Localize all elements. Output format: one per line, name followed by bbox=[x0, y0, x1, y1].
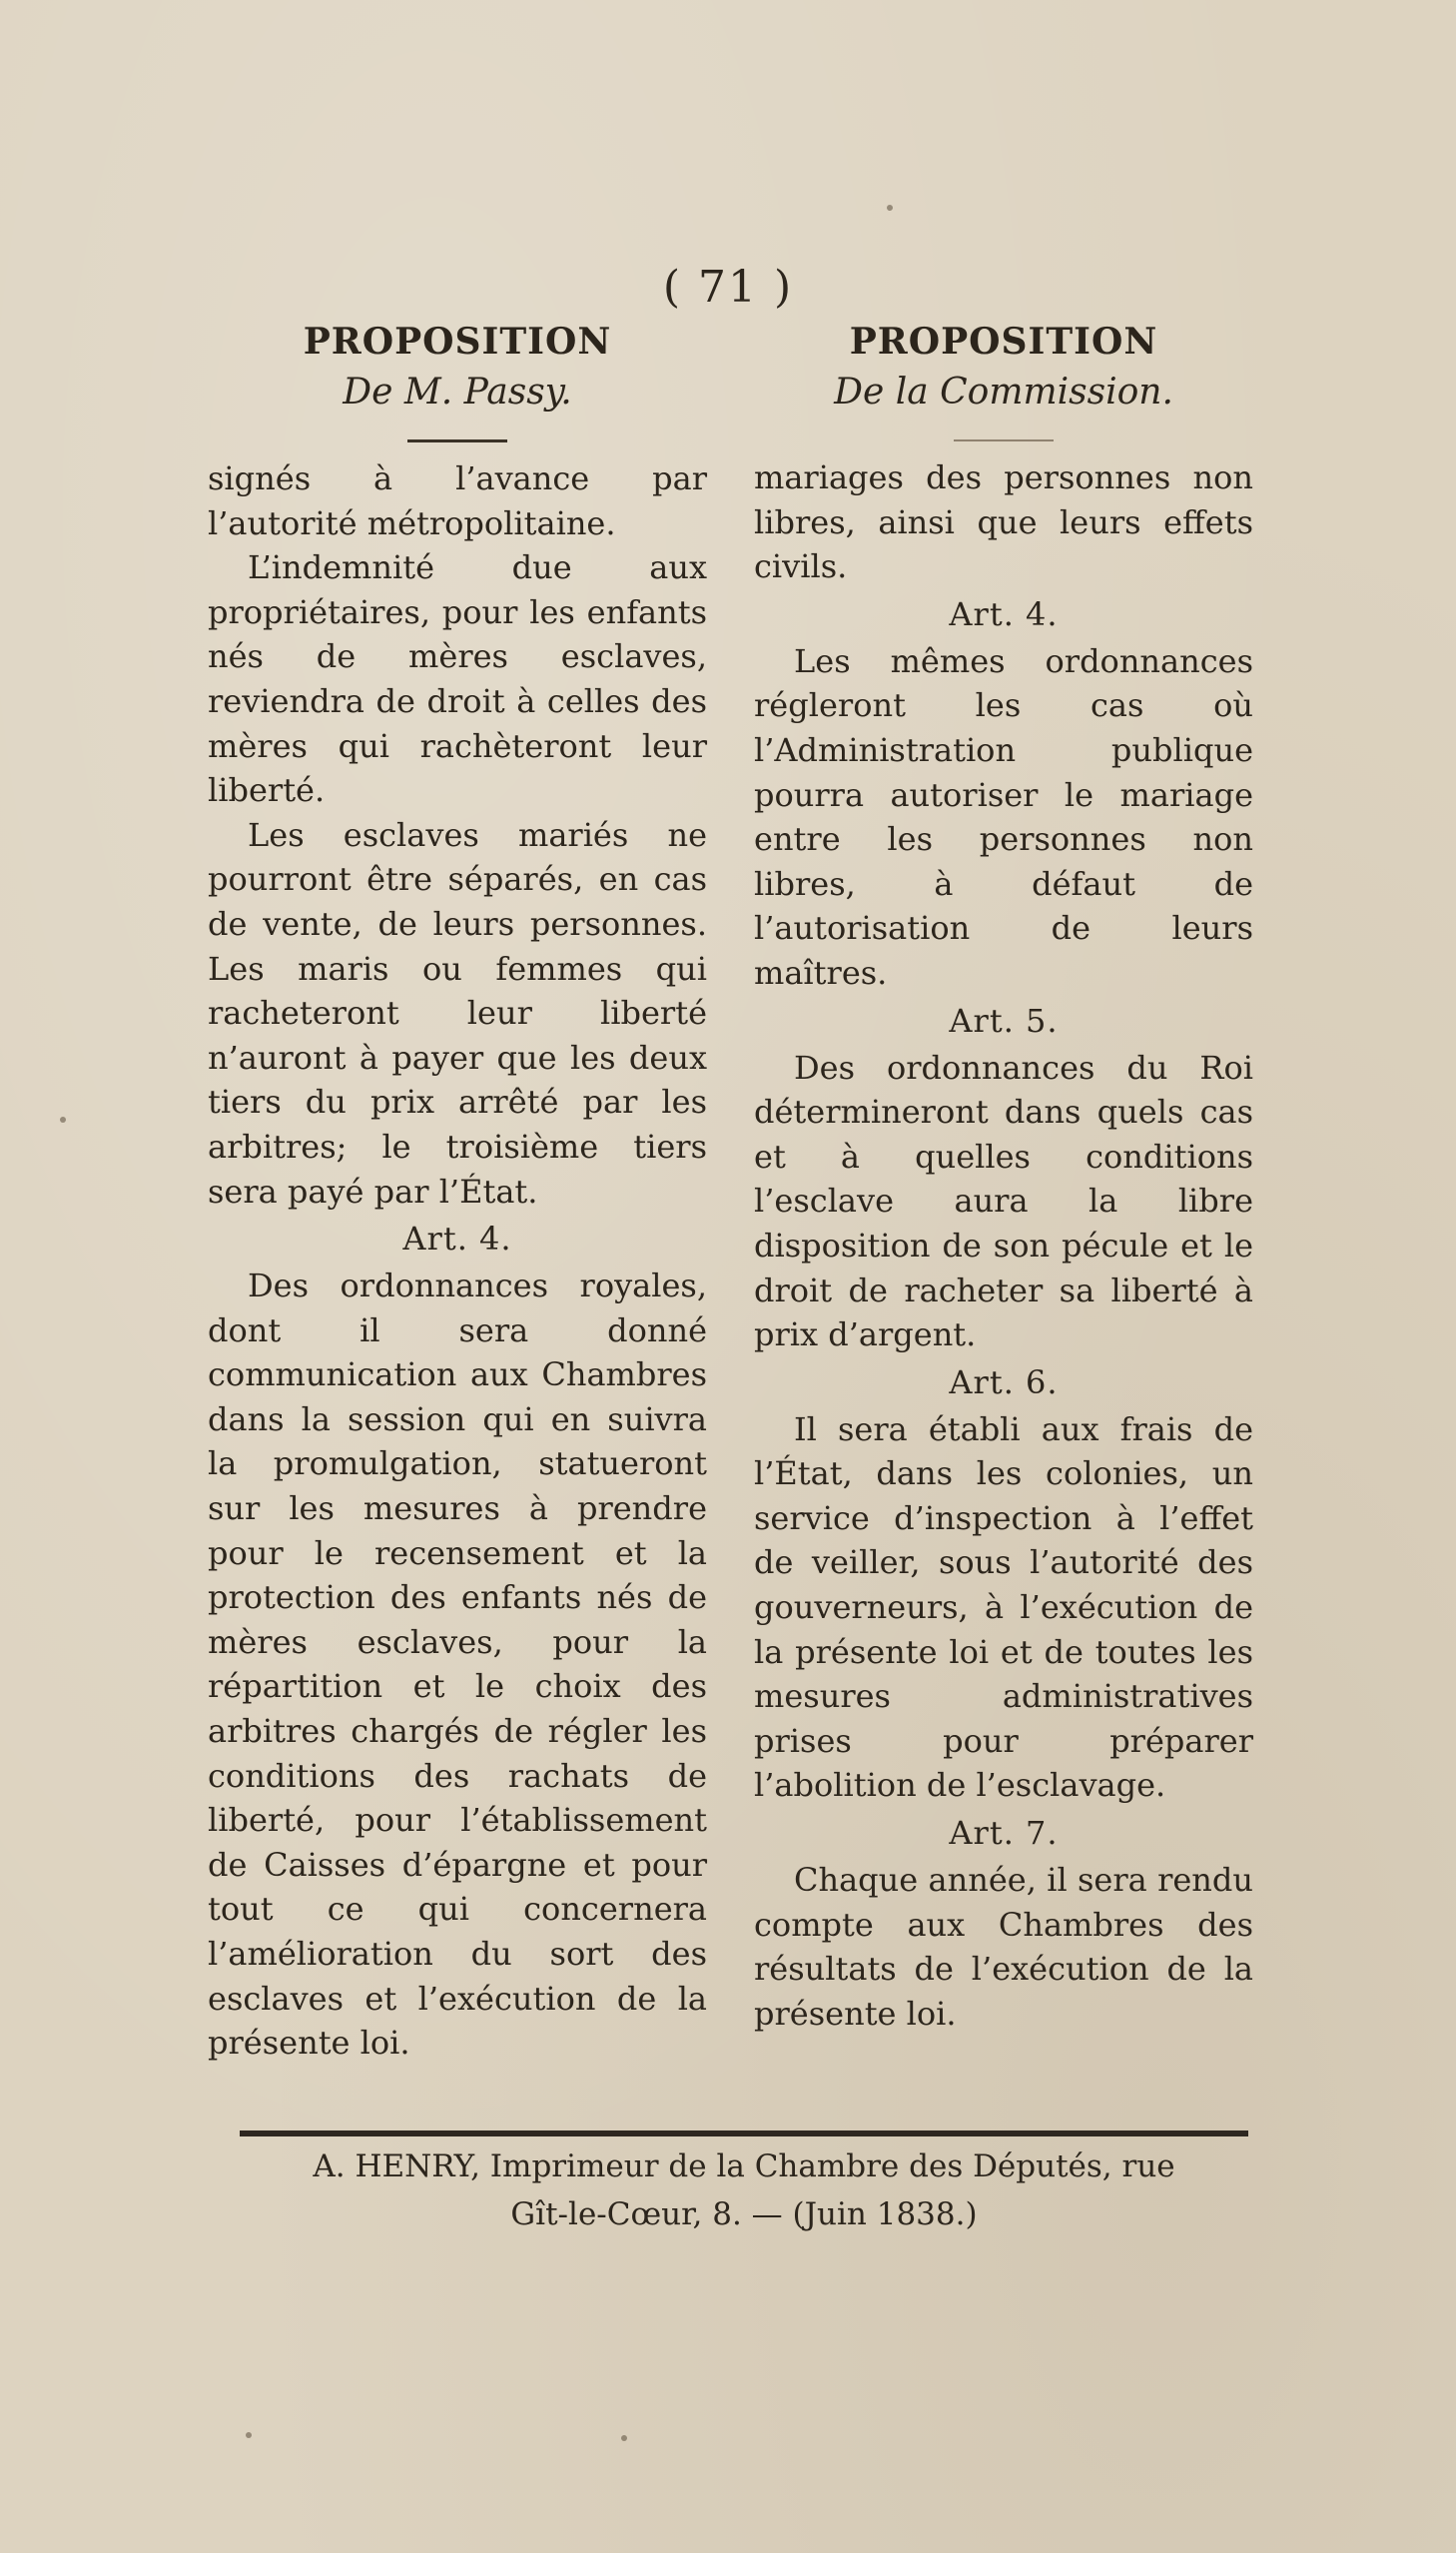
article-heading: Art. 7. bbox=[949, 1814, 1059, 1853]
header-rule bbox=[954, 439, 1054, 441]
column-right bbox=[754, 318, 1253, 2036]
paragraph: Des ordonnances du Roi détermineront dans quels cas et à quelles conditions l’esclave aura la libre disposition de son pécule et le droit de racheter sa liberté à prix d’argent. bbox=[754, 1048, 1253, 1354]
paper-speck bbox=[60, 1117, 66, 1123]
article-heading: Art. 4. bbox=[402, 1220, 512, 1259]
column-left bbox=[208, 318, 707, 2066]
left-column-title: PROPOSITION bbox=[303, 321, 612, 363]
printer-imprint bbox=[200, 2142, 1288, 2238]
footer-rule bbox=[240, 2130, 1248, 2136]
paragraph: Des ordonnances royales, dont il sera donné communication aux Chambres dans la session qui en suivra la promulgation, statueront sur les mesures à prendre pour le recensement et la protection des enfants nés de mères esclaves, pour la répartition et le choix des arbitres chargés de régler les conditions des rachats de liberté, pour l’établissement de Caisses d’épargne et pour tout ce qui concernera l’amélioration du sort des esclaves et l’exécution de la présente loi. bbox=[208, 1267, 707, 2063]
right-column-body bbox=[754, 455, 1253, 2036]
right-column-subtitle: De la Commission. bbox=[834, 372, 1173, 413]
paper-speck bbox=[621, 2435, 627, 2441]
left-column-body bbox=[208, 456, 707, 2066]
paragraph: Il sera établi aux frais de l’État, dans les colonies, un service d’inspection à l’effet de veiller, sous l’autorité des gouverneurs, à l’exécution de la présente loi et de toutes les mesures administratives prises pour préparer l’abolition de l’esclavage. bbox=[754, 1409, 1253, 1805]
paragraph: Les esclaves mariés ne pourront être séparés, en cas de vente, de leurs personnes. Les maris ou femmes qui racheteront leur liberté n’auront à payer que les deux tiers du prix arrêté par les arbitres; le troisième tiers sera payé par l’État. bbox=[208, 815, 707, 1211]
paragraph: mariages des personnes non libres, ainsi que leurs effets civils. bbox=[754, 458, 1253, 586]
paper-speck bbox=[887, 205, 893, 211]
paper-speck bbox=[246, 2432, 252, 2438]
paragraph: signés à l’avance par l’autorité métropolitaine. bbox=[208, 459, 707, 542]
left-column-subtitle: De M. Passy. bbox=[343, 372, 572, 413]
header-rule bbox=[407, 439, 507, 442]
article-heading: Art. 4. bbox=[949, 594, 1059, 633]
paragraph: Les mêmes ordonnances régleront les cas où l’Administration publique pourra autoriser le mariage entre les personnes non libres, à défaut de l’autorisation de leurs maîtres. bbox=[754, 641, 1253, 992]
article-heading: Art. 5. bbox=[949, 1001, 1059, 1040]
page-number: ( 71 ) bbox=[662, 262, 794, 313]
right-column-title: PROPOSITION bbox=[849, 321, 1158, 363]
article-heading: Art. 6. bbox=[949, 1362, 1059, 1401]
imprint-line: Gît-le-Cœur, 8. — (Juin 1838.) bbox=[510, 2196, 978, 2232]
paragraph: L’indemnité due aux propriétaires, pour les enfants nés de mères esclaves, reviendra de droit à celles des mères qui rachèteront leur liberté. bbox=[208, 548, 707, 810]
paragraph: Chaque année, il sera rendu compte aux Chambres des résultats de l’exécution de la présente loi. bbox=[754, 1861, 1253, 2033]
imprint-line: A. HENRY, Imprimeur de la Chambre des Députés, rue bbox=[313, 2148, 1175, 2184]
